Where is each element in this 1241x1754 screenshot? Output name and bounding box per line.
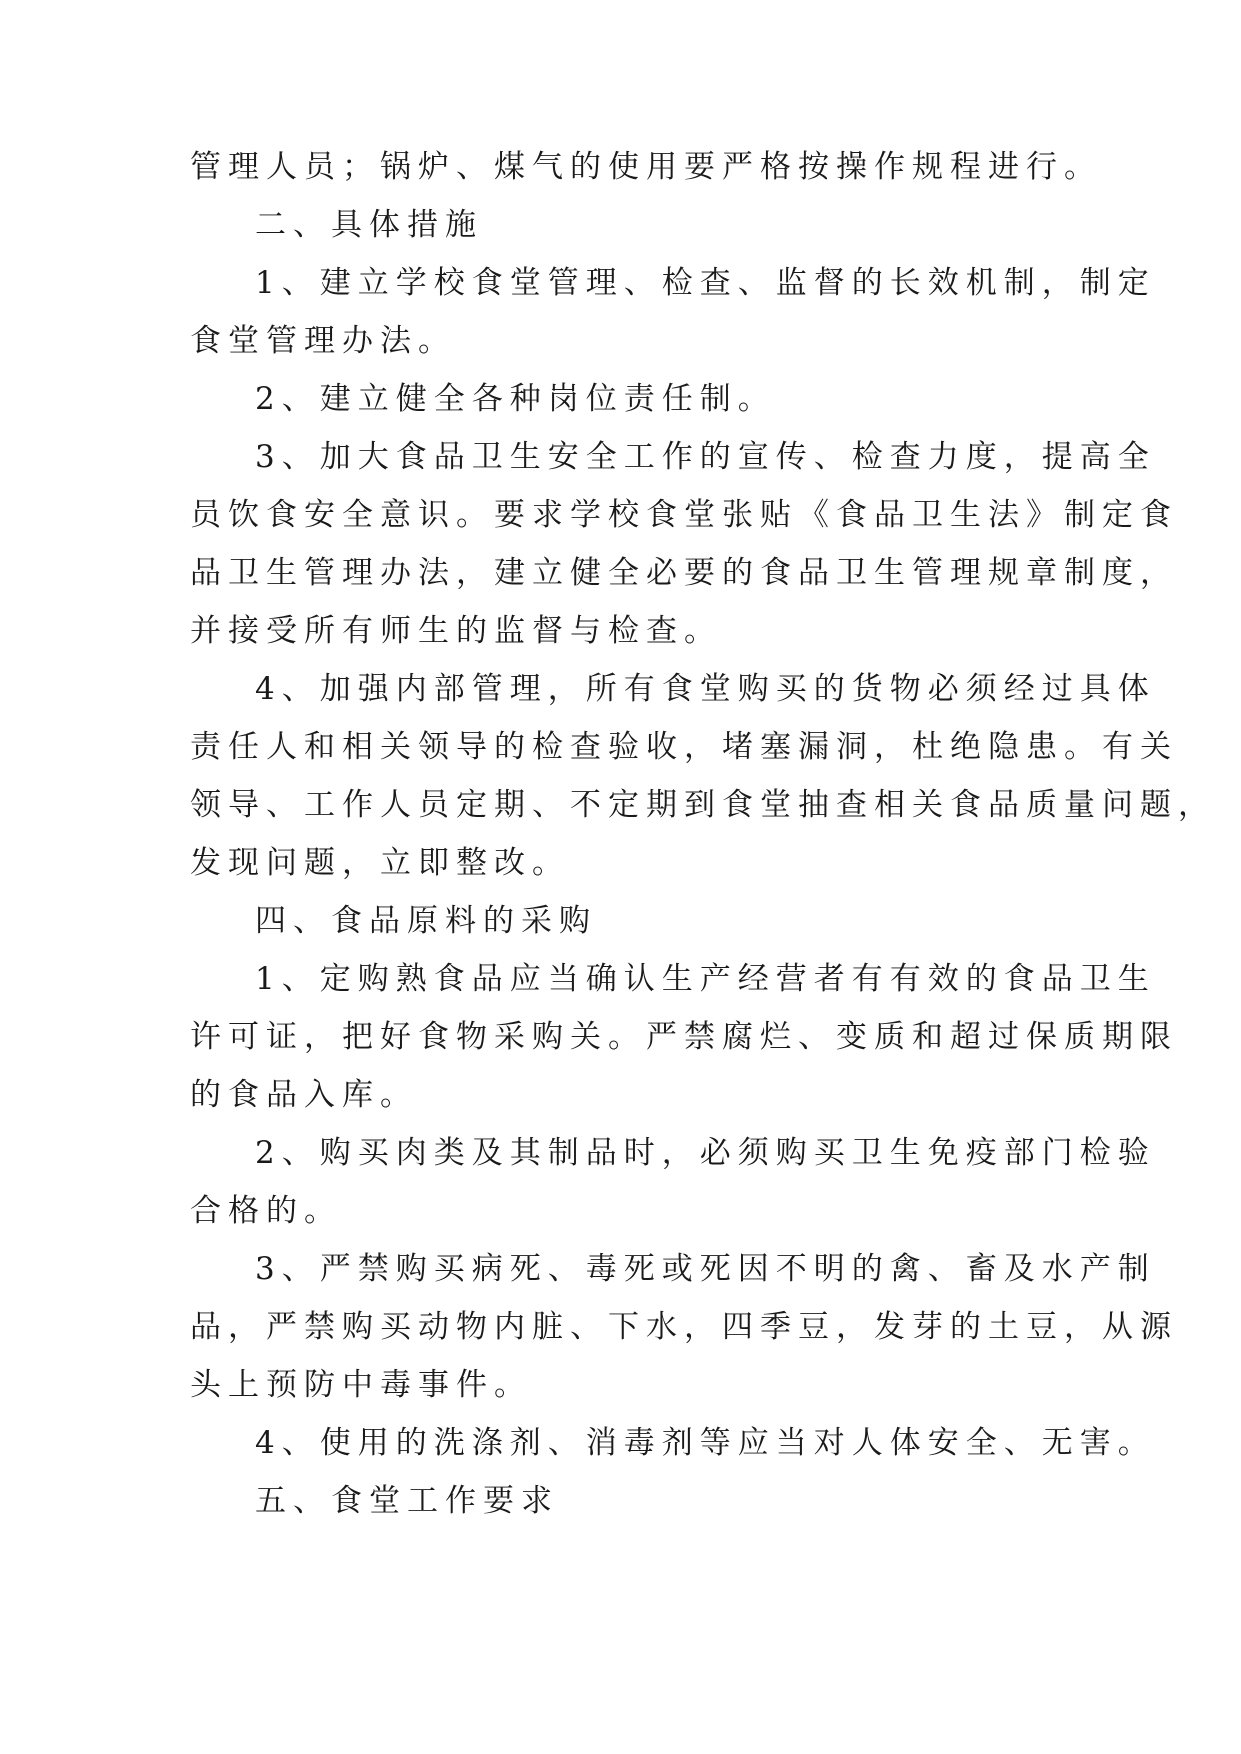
text-line: 4、加强内部管理，所有食堂购买的货物必须经过具体 [255,671,1156,707]
text-line: 的食品入库。 [190,1077,418,1113]
text-line: 管理人员；锅炉、煤气的使用要严格按操作规程进行。 [190,149,1102,185]
text-line: 发现问题，立即整改。 [190,845,570,881]
text-line: 4、使用的洗涤剂、消毒剂等应当对人体安全、无害。 [255,1425,1156,1461]
text-line: 1、建立学校食堂管理、检查、监督的长效机制，制定 [255,265,1156,301]
text-line: 头上预防中毒事件。 [190,1367,532,1403]
text-line: 合格的。 [190,1193,342,1229]
text-line: 3、加大食品卫生安全工作的宣传、检查力度，提高全 [255,439,1156,475]
section-heading: 二、具体措施 [255,207,483,243]
text-line: 食堂管理办法。 [190,323,456,359]
text-line: 领导、工作人员定期、不定期到食堂抽查相关食品质量问题， [190,787,1216,823]
text-line: 1、定购熟食品应当确认生产经营者有有效的食品卫生 [255,961,1156,997]
text-line: 品卫生管理办法，建立健全必要的食品卫生管理规章制度， [190,555,1178,591]
text-line: 员饮食安全意识。要求学校食堂张贴《食品卫生法》制定食 [190,497,1178,533]
text-line: 2、购买肉类及其制品时，必须购买卫生免疫部门检验 [255,1135,1156,1171]
text-line: 品，严禁购买动物内脏、下水，四季豆，发芽的土豆，从源 [190,1309,1178,1345]
text-line: 2、建立健全各种岗位责任制。 [255,381,776,417]
section-heading: 四、食品原料的采购 [255,903,597,939]
text-line: 责任人和相关领导的检查验收，堵塞漏洞，杜绝隐患。有关 [190,729,1178,765]
text-line: 许可证，把好食物采购关。严禁腐烂、变质和超过保质期限 [190,1019,1178,1055]
text-line: 3、严禁购买病死、毒死或死因不明的禽、畜及水产制 [255,1251,1156,1287]
text-line: 并接受所有师生的监督与检查。 [190,613,722,649]
section-heading: 五、食堂工作要求 [255,1483,559,1519]
